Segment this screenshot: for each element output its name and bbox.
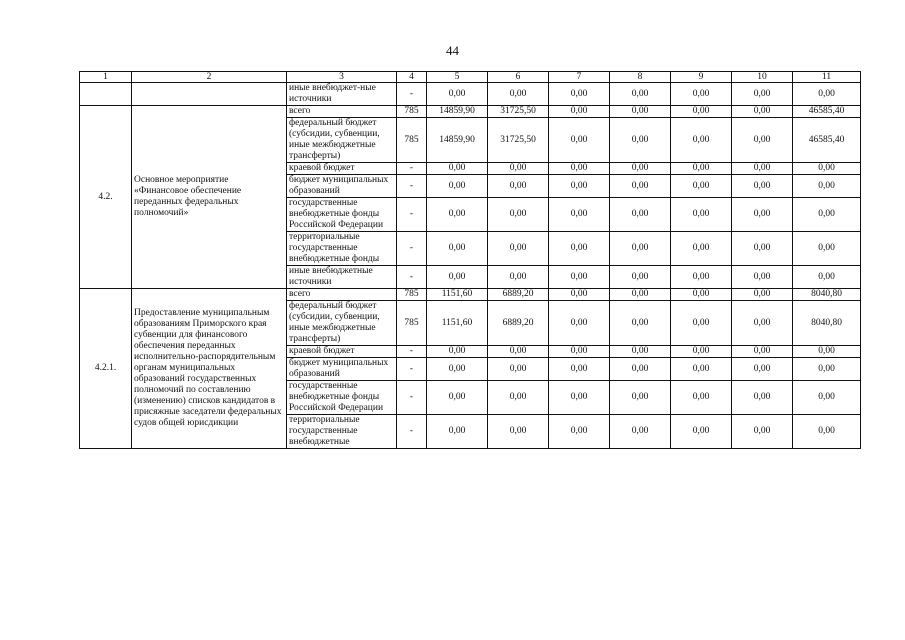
value-cell: 0,00	[732, 175, 793, 198]
item-name-cell	[132, 83, 287, 106]
value-cell: 14859,90	[427, 106, 488, 118]
value-cell: 0,00	[671, 346, 732, 358]
value-cell: 0,00	[610, 83, 671, 106]
value-cell: 0,00	[671, 381, 732, 415]
value-cell: 0,00	[671, 106, 732, 118]
value-cell: 0,00	[427, 415, 488, 449]
funding-source-cell: государственные внебюджетные фонды Российской Федерации	[287, 198, 397, 232]
value-cell: 0,00	[610, 346, 671, 358]
value-cell: 0,00	[671, 301, 732, 346]
value-cell: 6889,20	[488, 301, 549, 346]
value-cell: 0,00	[732, 415, 793, 449]
value-cell: 0,00	[732, 346, 793, 358]
value-cell: 0,00	[427, 232, 488, 266]
value-cell: 0,00	[549, 232, 610, 266]
value-cell: 0,00	[610, 198, 671, 232]
value-cell: 0,00	[549, 198, 610, 232]
code-cell: 785	[397, 301, 427, 346]
value-cell: 0,00	[549, 415, 610, 449]
column-header: 2	[132, 72, 287, 83]
value-cell: 0,00	[610, 415, 671, 449]
value-cell: 0,00	[732, 83, 793, 106]
value-cell: 8040,80	[793, 301, 861, 346]
value-cell: 0,00	[549, 381, 610, 415]
value-cell: 0,00	[549, 106, 610, 118]
budget-table	[79, 71, 861, 449]
value-cell: 0,00	[793, 163, 861, 175]
value-cell: 0,00	[488, 232, 549, 266]
value-cell: 0,00	[549, 301, 610, 346]
value-cell: 46585,40	[793, 106, 861, 118]
code-cell: -	[397, 415, 427, 449]
value-cell: 0,00	[610, 232, 671, 266]
value-cell: 0,00	[488, 266, 549, 289]
value-cell: 0,00	[427, 83, 488, 106]
value-cell: 1151,60	[427, 289, 488, 301]
page-number: 44	[446, 43, 459, 58]
table-row	[80, 289, 861, 301]
code-cell: 785	[397, 118, 427, 163]
value-cell: 0,00	[610, 301, 671, 346]
value-cell: 0,00	[732, 289, 793, 301]
value-cell: 0,00	[488, 415, 549, 449]
value-cell: 0,00	[732, 266, 793, 289]
value-cell: 0,00	[671, 118, 732, 163]
value-cell: 0,00	[732, 232, 793, 266]
funding-source-cell: федеральный бюджет (субсидии, субвенции, иные межбюджетные трансферты)	[287, 118, 397, 163]
code-cell: 785	[397, 289, 427, 301]
value-cell: 0,00	[549, 289, 610, 301]
code-cell: -	[397, 381, 427, 415]
value-cell: 0,00	[549, 358, 610, 381]
code-cell: -	[397, 83, 427, 106]
value-cell: 0,00	[732, 163, 793, 175]
value-cell: 0,00	[488, 381, 549, 415]
funding-source-cell: бюджет муниципальных образований	[287, 175, 397, 198]
value-cell: 0,00	[793, 83, 861, 106]
code-cell: -	[397, 198, 427, 232]
value-cell: 0,00	[549, 175, 610, 198]
code-cell: -	[397, 175, 427, 198]
value-cell: 0,00	[427, 266, 488, 289]
value-cell: 0,00	[549, 266, 610, 289]
value-cell: 0,00	[732, 118, 793, 163]
value-cell: 0,00	[610, 118, 671, 163]
item-name: Предоставление муниципальным образованиям Приморского края субвенции для финансового обеспечения переданных исполнительно-распорядительным органам муниципальных образований государственных полномочий по составлению (изменению) списков кандидатов в присяжные заседатели федеральных судов общей юрисдикции	[132, 289, 287, 449]
value-cell: 0,00	[671, 163, 732, 175]
value-cell: 0,00	[732, 381, 793, 415]
code-cell: -	[397, 346, 427, 358]
value-cell: 0,00	[549, 346, 610, 358]
value-cell: 46585,40	[793, 118, 861, 163]
value-cell: 0,00	[732, 358, 793, 381]
column-header: 5	[427, 72, 488, 83]
value-cell: 0,00	[610, 358, 671, 381]
column-header: 3	[287, 72, 397, 83]
funding-source-cell: бюджет муниципальных образований	[287, 358, 397, 381]
value-cell: 0,00	[488, 175, 549, 198]
funding-source-cell: иные внебюджетные источники	[287, 266, 397, 289]
value-cell: 0,00	[488, 163, 549, 175]
value-cell: 0,00	[732, 198, 793, 232]
value-cell: 0,00	[610, 381, 671, 415]
table-row	[80, 106, 861, 118]
item-number: 4.2.1.	[80, 289, 132, 449]
value-cell: 0,00	[793, 381, 861, 415]
item-number-cell	[80, 83, 132, 106]
value-cell: 0,00	[671, 289, 732, 301]
column-header: 9	[671, 72, 732, 83]
code-cell: -	[397, 358, 427, 381]
value-cell: 8040,80	[793, 289, 861, 301]
value-cell: 0,00	[610, 163, 671, 175]
value-cell: 0,00	[793, 266, 861, 289]
value-cell: 0,00	[488, 83, 549, 106]
value-cell: 0,00	[549, 118, 610, 163]
value-cell: 0,00	[427, 358, 488, 381]
value-cell: 0,00	[793, 346, 861, 358]
value-cell: 0,00	[427, 346, 488, 358]
item-name: Основное мероприятие «Финансовое обеспечение переданных федеральных полномочий»	[132, 106, 287, 289]
column-number-row	[80, 72, 861, 83]
value-cell: 6889,20	[488, 289, 549, 301]
value-cell: 1151,60	[427, 301, 488, 346]
value-cell: 0,00	[427, 175, 488, 198]
column-header: 7	[549, 72, 610, 83]
value-cell: 0,00	[610, 106, 671, 118]
value-cell: 31725,50	[488, 106, 549, 118]
value-cell: 0,00	[793, 415, 861, 449]
funding-source-cell: краевой бюджет	[287, 346, 397, 358]
value-cell: 0,00	[671, 266, 732, 289]
funding-source-cell: иные внебюджет-ные источники	[287, 83, 397, 106]
table-body	[80, 72, 861, 449]
funding-source-cell: краевой бюджет	[287, 163, 397, 175]
value-cell: 0,00	[671, 232, 732, 266]
value-cell: 0,00	[488, 346, 549, 358]
value-cell: 0,00	[549, 163, 610, 175]
funding-source-cell: всего	[287, 106, 397, 118]
item-number: 4.2.	[80, 106, 132, 289]
value-cell: 0,00	[549, 83, 610, 106]
value-cell: 0,00	[488, 358, 549, 381]
value-cell: 0,00	[671, 83, 732, 106]
column-header: 11	[793, 72, 861, 83]
value-cell: 0,00	[793, 198, 861, 232]
value-cell: 0,00	[793, 232, 861, 266]
value-cell: 0,00	[671, 198, 732, 232]
value-cell: 0,00	[610, 175, 671, 198]
value-cell: 31725,50	[488, 118, 549, 163]
value-cell: 0,00	[671, 175, 732, 198]
funding-source-cell: федеральный бюджет (субсидии, субвенции, иные межбюджетные трансферты)	[287, 301, 397, 346]
value-cell: 0,00	[671, 358, 732, 381]
value-cell: 0,00	[732, 301, 793, 346]
value-cell: 0,00	[610, 289, 671, 301]
value-cell: 0,00	[488, 198, 549, 232]
value-cell: 0,00	[793, 358, 861, 381]
column-header: 10	[732, 72, 793, 83]
value-cell: 0,00	[732, 106, 793, 118]
code-cell: -	[397, 266, 427, 289]
funding-source-cell: территориальные государственные внебюджетные	[287, 415, 397, 449]
value-cell: 0,00	[427, 381, 488, 415]
funding-source-cell: государственные внебюджетные фонды Российской Федерации	[287, 381, 397, 415]
funding-source-cell: территориальные государственные внебюджетные фонды	[287, 232, 397, 266]
value-cell: 0,00	[793, 175, 861, 198]
value-cell: 0,00	[671, 415, 732, 449]
table-row	[80, 83, 861, 106]
value-cell: 0,00	[427, 163, 488, 175]
column-header: 1	[80, 72, 132, 83]
column-header: 6	[488, 72, 549, 83]
value-cell: 0,00	[427, 198, 488, 232]
code-cell: -	[397, 232, 427, 266]
code-cell: -	[397, 163, 427, 175]
funding-source-cell: всего	[287, 289, 397, 301]
column-header: 8	[610, 72, 671, 83]
code-cell: 785	[397, 106, 427, 118]
value-cell: 14859,90	[427, 118, 488, 163]
column-header: 4	[397, 72, 427, 83]
value-cell: 0,00	[610, 266, 671, 289]
